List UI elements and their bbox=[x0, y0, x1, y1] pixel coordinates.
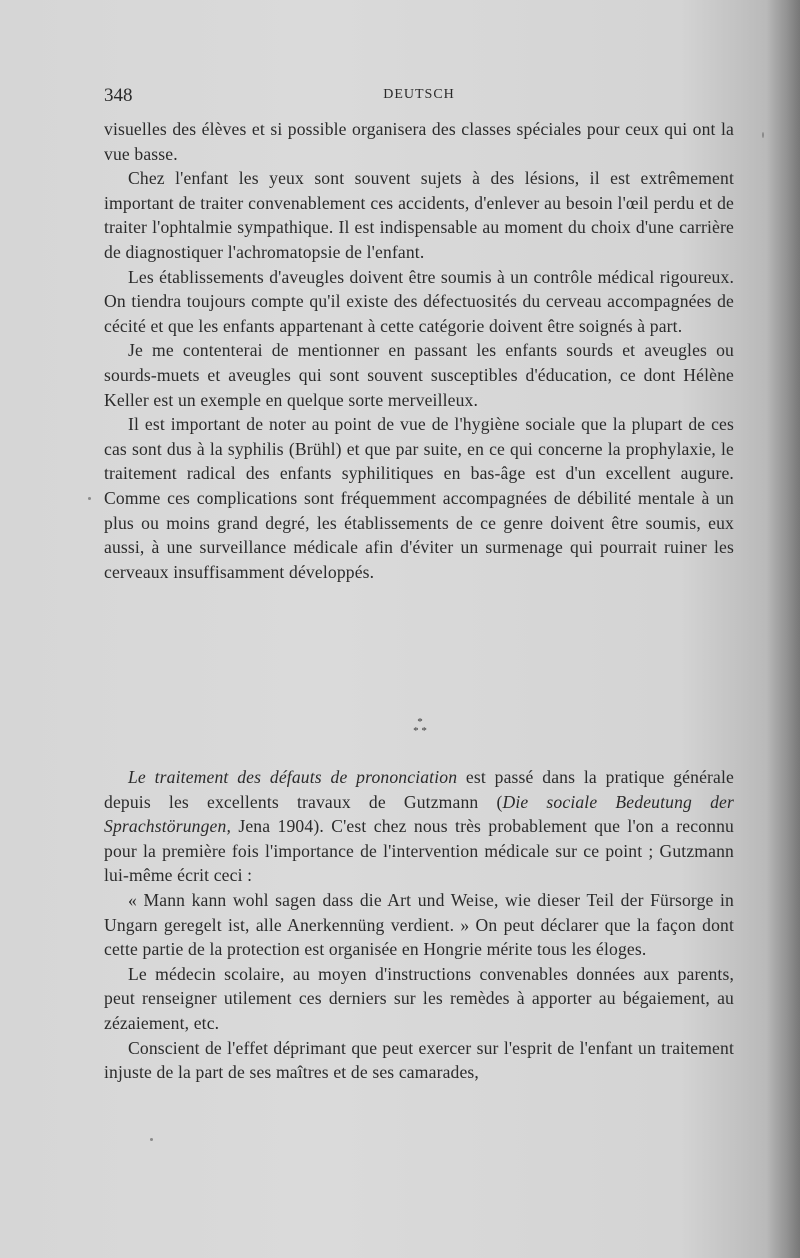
asterism-bottom: * * bbox=[413, 725, 427, 737]
page-number: 348 bbox=[104, 85, 133, 106]
ink-speck bbox=[762, 132, 764, 138]
paragraph-5: Il est important de noter au point de vue de l'hygiène sociale que la plupart de ces cas sont dus à la syphilis (Brühl) et que par suite, en ce qui concerne la prophylaxie, le traitement radical des enfants syphilitiques en bas-âge est d'un excellent augure. Comme ces complications sont fréquemment accompagnées de débilité mentale à un plus ou moins grand degré, les établissements de ce genre doivent être soumis, eux aussi, à une surveillance médicale afin d'éviter un surmenage qui pourrait ruiner les cerveaux insuffisamment développés. bbox=[104, 414, 734, 582]
paragraph-6-part-a: est passé dans la pratique générale depuis les excellents travaux de Gutzmann ( bbox=[104, 767, 734, 812]
paragraph-6 bbox=[104, 765, 734, 888]
paragraph-7: « Mann kann wohl sagen dass die Art und Weise, wie dieser Teil der Fürsorge in Ungarn geregelt ist, alle Anerkennüng verdient. » On peut déclarer que la façon dont cette partie de la protection est organisée en Hongrie mérite tous les éloges. bbox=[104, 889, 734, 960]
paragraph-3: Les établissements d'aveugles doivent être soumis à un contrôle médical rigoureux. On tiendra toujours compte qu'il existe des défectuosités du cerveau accompagnées de cécité et que les enfants appartenant à cette catégorie doivent être soignés à part. bbox=[104, 266, 734, 336]
ink-speck bbox=[88, 497, 91, 500]
page-header bbox=[104, 85, 734, 109]
paragraph-8: Le médecin scolaire, au moyen d'instructions convenables données aux parents, peut renseigner utilement ces derniers sur les remèdes à apporter au bégaiement, au zézaiement, etc. bbox=[104, 963, 734, 1033]
paragraph-2: Chez l'enfant les yeux sont souvent sujets à des lésions, il est extrêmement important de traiter convenablement ces accidents, d'enlever au besoin l'œil perdu et de traiter l'ophtalmie sympathique. Il est indispensable au moment du choix d'une carrière de diagnostiquer l'achromatopsie de l'enfant. bbox=[104, 168, 734, 262]
page-edge-shadow bbox=[766, 0, 800, 1258]
paragraph-6-part-b: Jena 1904). C'est chez nous très probablement que l'on a reconnu pour la première fois l'importance de l'intervention médicale sur ce point ; Gutzmann lui-même écrit ceci : bbox=[104, 816, 734, 886]
asterism-top: * bbox=[417, 716, 423, 728]
ink-speck bbox=[150, 1138, 153, 1141]
paragraph-9: Conscient de l'effet déprimant que peut exercer sur l'esprit de l'enfant un traitement injuste de la part de ses maîtres et de ses camarades, bbox=[104, 1037, 734, 1083]
body-text-block bbox=[104, 117, 734, 584]
paragraph-4: Je me contenterai de mentionner en passant les enfants sourds et aveugles ou sourds-muets et aveugles qui sont souvent susceptibles d'éducation, ce dont Hélène Keller est un exemple en quelque sorte merveilleux. bbox=[104, 340, 734, 410]
paragraph-1: visuelles des élèves et si possible organisera des classes spéciales pour ceux qui ont la vue basse. bbox=[104, 119, 734, 164]
topic-italic: Le traitement des défauts de prononciation bbox=[128, 767, 458, 787]
second-text-block bbox=[104, 765, 734, 1085]
cited-work-title: Die sociale Bedeutung der Sprachstörungen, bbox=[104, 791, 734, 837]
running-title: DEUTSCH bbox=[383, 87, 455, 102]
section-break-asterism bbox=[380, 718, 460, 744]
